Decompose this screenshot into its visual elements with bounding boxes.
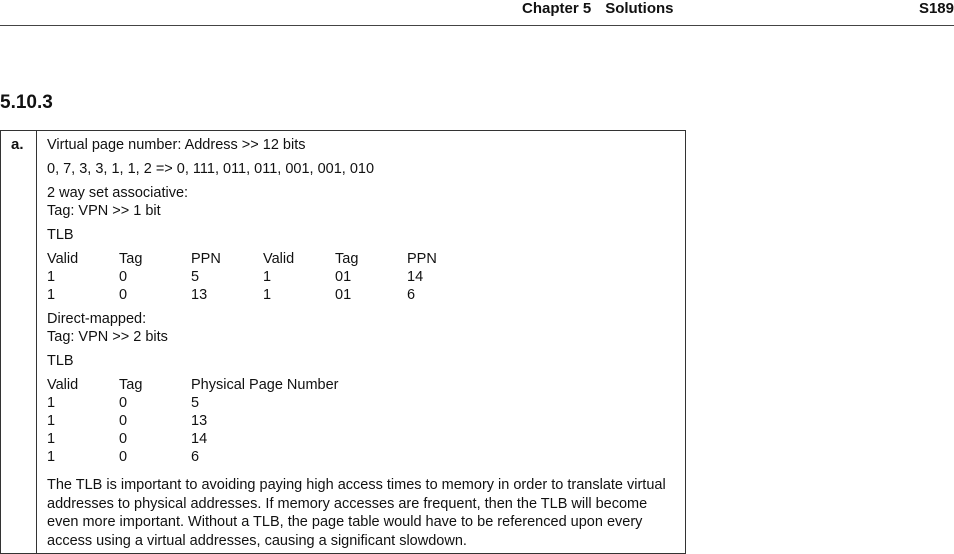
table-cell: 1 — [47, 395, 56, 411]
answer-box — [0, 130, 686, 554]
table-cell: 01 — [335, 269, 352, 285]
table-cell: 0 — [119, 413, 128, 429]
table-header-row — [47, 376, 677, 394]
table-cell: 1 — [47, 413, 56, 429]
table-header-row — [47, 250, 677, 268]
table-cell: 01 — [335, 287, 352, 303]
running-header — [522, 0, 674, 17]
table-cell: 5 — [191, 395, 200, 411]
table-cell: 13 — [191, 413, 208, 429]
answer-content — [47, 136, 677, 550]
table-row — [47, 394, 677, 412]
column-header: PPN — [407, 251, 437, 267]
table-cell: 0 — [119, 269, 128, 285]
section-label: Solutions — [605, 0, 674, 17]
column-header: Tag — [335, 251, 359, 267]
direct-tlb-table — [47, 376, 677, 466]
column-header: Tag — [119, 251, 143, 267]
explanation-paragraph: The TLB is important to avoiding paying high access times to memory in order to translate virtual addresses to physical addresses. If memory accesses are frequent, then the TLB will become even more important. Without a TLB, the page table would have to be referenced upon every access using a virtual addresses, causing a significant slowdown. — [47, 477, 666, 549]
chapter-label: Chapter 5 — [522, 0, 592, 17]
column-header: Tag — [119, 377, 143, 393]
table-cell: 1 — [47, 431, 56, 447]
column-header: PPN — [191, 251, 221, 267]
table-cell: 1 — [263, 269, 272, 285]
two-way-tlb-label: TLB — [47, 227, 74, 243]
table-cell: 14 — [407, 269, 424, 285]
table-cell: 13 — [191, 287, 208, 303]
two-way-tag-rule: Tag: VPN >> 1 bit — [47, 203, 161, 219]
table-cell: 0 — [119, 431, 128, 447]
box-divider — [36, 131, 37, 553]
table-row — [47, 268, 677, 286]
table-row — [47, 448, 677, 466]
column-header: Valid — [263, 251, 295, 267]
direct-tag-rule: Tag: VPN >> 2 bits — [47, 329, 168, 345]
column-header: Physical Page Number — [191, 377, 339, 393]
column-header: Valid — [47, 377, 79, 393]
direct-title: Direct-mapped: — [47, 311, 147, 327]
table-cell: 1 — [47, 449, 56, 465]
table-row — [47, 412, 677, 430]
table-cell: 0 — [119, 449, 128, 465]
vpn-sequence: 0, 7, 3, 3, 1, 1, 2 => 0, 111, 011, 011, 001, 001, 010 — [47, 161, 375, 177]
two-way-title: 2 way set associative: — [47, 185, 189, 201]
vpn-rule: Virtual page number: Address >> 12 bits — [47, 137, 306, 153]
direct-tlb-label: TLB — [47, 353, 74, 369]
table-cell: 1 — [47, 287, 56, 303]
table-cell: 6 — [407, 287, 416, 303]
table-row — [47, 286, 677, 304]
page-number: S189 — [918, 0, 954, 17]
table-cell: 0 — [119, 287, 128, 303]
two-way-tlb-table — [47, 250, 677, 304]
header-rule — [0, 25, 954, 26]
table-cell: 1 — [47, 269, 56, 285]
table-cell: 1 — [263, 287, 272, 303]
exercise-number: 5.10.3 — [0, 92, 53, 113]
table-cell: 5 — [191, 269, 200, 285]
table-cell: 14 — [191, 431, 208, 447]
table-cell: 0 — [119, 395, 128, 411]
column-header: Valid — [47, 251, 79, 267]
table-row — [47, 430, 677, 448]
table-cell: 6 — [191, 449, 200, 465]
part-label: a. — [11, 136, 24, 153]
